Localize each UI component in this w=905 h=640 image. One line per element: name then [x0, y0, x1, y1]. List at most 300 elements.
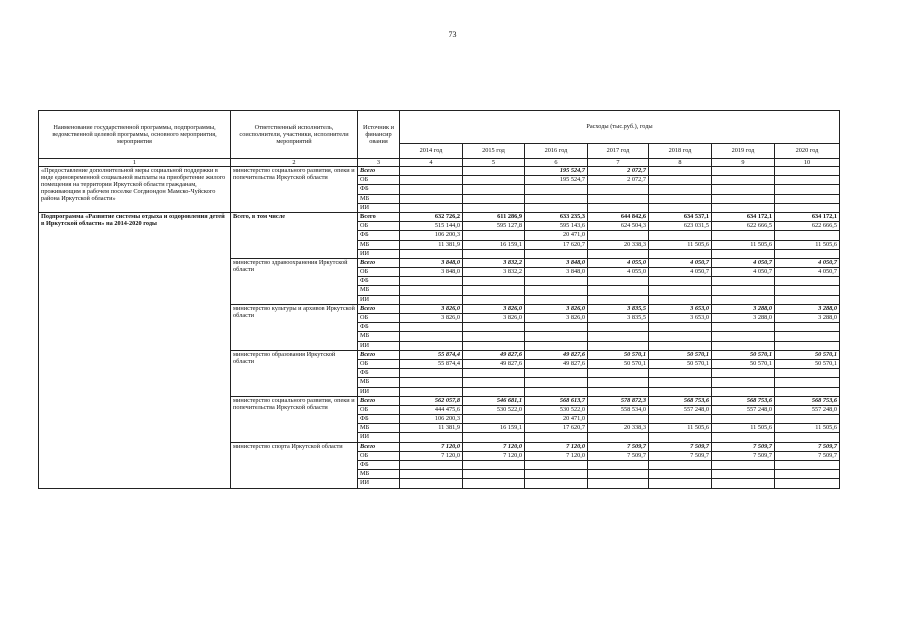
expense-value: 558 534,0 [588, 405, 649, 414]
expense-value: 562 057,8 [400, 396, 463, 405]
expense-value [463, 249, 525, 258]
expense-value: 4 050,7 [775, 268, 840, 277]
table-row [39, 167, 840, 176]
expense-value: 568 753,6 [712, 396, 775, 405]
expense-value [588, 203, 649, 212]
expense-value: 515 144,0 [400, 222, 463, 231]
expense-value [463, 341, 525, 350]
column-number: 6 [525, 159, 588, 167]
expense-value [649, 185, 712, 194]
expense-value [463, 369, 525, 378]
expense-value [775, 323, 840, 332]
expense-value: 11 505,6 [775, 424, 840, 433]
expense-value [712, 323, 775, 332]
expense-value [712, 415, 775, 424]
expense-value [525, 203, 588, 212]
expense-value [525, 369, 588, 378]
expense-value: 624 504,3 [588, 222, 649, 231]
expense-value [588, 415, 649, 424]
expense-value [775, 341, 840, 350]
expense-value: 444 475,6 [400, 405, 463, 414]
expense-value [463, 332, 525, 341]
expense-value: 3 288,0 [775, 314, 840, 323]
expense-value: 11 505,6 [649, 424, 712, 433]
expense-value: 11 381,9 [400, 424, 463, 433]
expense-value: 3 826,0 [400, 314, 463, 323]
expense-value: 3 835,5 [588, 304, 649, 313]
expense-value: 195 524,7 [525, 176, 588, 185]
header-source: Источник и финансир ования [358, 111, 400, 159]
funding-source: МБ [358, 286, 400, 295]
expense-value [463, 185, 525, 194]
expense-value: 7 120,0 [463, 442, 525, 451]
expense-value [775, 185, 840, 194]
expense-value: 7 509,7 [775, 451, 840, 460]
expense-value [775, 378, 840, 387]
expense-value [525, 249, 588, 258]
expense-value [775, 167, 840, 176]
expense-value [649, 369, 712, 378]
expense-value [463, 203, 525, 212]
expense-value [463, 470, 525, 479]
expense-value: 11 505,6 [649, 240, 712, 249]
expense-value [588, 387, 649, 396]
expense-value [649, 470, 712, 479]
funding-source: МБ [358, 194, 400, 203]
expense-value: 49 827,6 [525, 350, 588, 359]
expense-value [588, 369, 649, 378]
expense-value [588, 433, 649, 442]
expense-value [649, 378, 712, 387]
expense-value: 11 381,9 [400, 240, 463, 249]
expense-value [712, 176, 775, 185]
expense-value [712, 167, 775, 176]
expense-value [400, 286, 463, 295]
expense-value: 578 872,3 [588, 396, 649, 405]
column-number: 9 [712, 159, 775, 167]
expense-value [463, 387, 525, 396]
expense-value [525, 286, 588, 295]
header-year: 2016 год [525, 144, 588, 159]
header-year: 2014 год [400, 144, 463, 159]
expense-value [463, 176, 525, 185]
expense-value: 530 522,0 [525, 405, 588, 414]
funding-source: МБ [358, 332, 400, 341]
expense-value [463, 323, 525, 332]
expense-value [649, 415, 712, 424]
expense-value: 3 832,2 [463, 268, 525, 277]
expense-value: 49 827,6 [463, 350, 525, 359]
expense-value: 17 620,7 [525, 424, 588, 433]
expense-value: 106 200,3 [400, 231, 463, 240]
expense-value [775, 249, 840, 258]
expense-value [775, 415, 840, 424]
header-executor: Ответственный исполнитель, соисполнители, участники, исполнители мероприятий [231, 111, 358, 159]
expense-value: 622 666,5 [775, 222, 840, 231]
expense-value: 11 505,6 [712, 424, 775, 433]
expense-value: 3 832,2 [463, 258, 525, 267]
expense-value [400, 378, 463, 387]
expense-value: 106 200,3 [400, 415, 463, 424]
expense-value: 55 874,4 [400, 359, 463, 368]
expense-value [712, 433, 775, 442]
expense-value [400, 203, 463, 212]
expense-value [525, 461, 588, 470]
expense-value: 632 726,2 [400, 212, 463, 221]
expense-value: 557 248,0 [775, 405, 840, 414]
expense-value [775, 461, 840, 470]
funding-source: ИИ [358, 203, 400, 212]
expense-value [649, 286, 712, 295]
funding-source: ФБ [358, 277, 400, 286]
expense-value [525, 433, 588, 442]
expense-value: 4 050,7 [712, 258, 775, 267]
expense-value [525, 378, 588, 387]
expense-value [588, 194, 649, 203]
funding-source: ОБ [358, 222, 400, 231]
expense-value [463, 295, 525, 304]
expense-value [712, 185, 775, 194]
expense-value [525, 277, 588, 286]
expense-value: 3 826,0 [400, 304, 463, 313]
expense-value: 568 613,7 [525, 396, 588, 405]
expense-value [649, 461, 712, 470]
expense-value: 17 620,7 [525, 240, 588, 249]
header-year: 2017 год [588, 144, 649, 159]
funding-source: ФБ [358, 323, 400, 332]
expense-value: 557 248,0 [712, 405, 775, 414]
expense-value [649, 332, 712, 341]
expense-value: 7 120,0 [400, 442, 463, 451]
funding-source: МБ [358, 378, 400, 387]
expense-value [775, 479, 840, 488]
expense-value [400, 470, 463, 479]
expense-value [463, 415, 525, 424]
expense-value [463, 286, 525, 295]
expense-value [712, 369, 775, 378]
expense-value [649, 277, 712, 286]
expense-value [400, 295, 463, 304]
expense-value: 50 570,1 [649, 359, 712, 368]
funding-source: Всего [358, 442, 400, 451]
expense-value: 20 338,3 [588, 240, 649, 249]
expense-value [649, 176, 712, 185]
expense-value [400, 176, 463, 185]
executor-name: министерство здравоохранения Иркутской области [231, 258, 358, 304]
expense-value [400, 185, 463, 194]
expense-value [712, 194, 775, 203]
expense-value: 644 842,6 [588, 212, 649, 221]
expense-value [525, 470, 588, 479]
funding-source: МБ [358, 424, 400, 433]
funding-source: Всего [358, 304, 400, 313]
expense-value [712, 295, 775, 304]
expense-value: 49 827,6 [463, 359, 525, 368]
expense-value [712, 341, 775, 350]
funding-source: Всего [358, 167, 400, 176]
funding-source: ОБ [358, 314, 400, 323]
expense-value [775, 433, 840, 442]
expense-value [712, 332, 775, 341]
funding-source: Всего [358, 350, 400, 359]
expense-value [775, 286, 840, 295]
expense-value: 3 826,0 [525, 314, 588, 323]
expense-value [775, 194, 840, 203]
funding-source: МБ [358, 240, 400, 249]
expense-value: 50 570,1 [649, 350, 712, 359]
program-name: Подпрограмма «Развитие системы отдыха и оздоровления детей в Иркутской области» на 2014-2020 годы [39, 212, 231, 488]
expense-value: 633 235,3 [525, 212, 588, 221]
expense-value: 568 753,6 [775, 396, 840, 405]
expense-value: 4 050,7 [649, 268, 712, 277]
header-year: 2019 год [712, 144, 775, 159]
funding-source: ФБ [358, 415, 400, 424]
expense-value [400, 277, 463, 286]
expense-value [712, 286, 775, 295]
expense-value: 4 050,7 [775, 258, 840, 267]
expense-value [775, 176, 840, 185]
expense-value [525, 194, 588, 203]
expense-value [775, 203, 840, 212]
expense-value [649, 341, 712, 350]
table-row [39, 212, 840, 221]
expense-value: 3 826,0 [463, 314, 525, 323]
expense-value [712, 470, 775, 479]
funding-source: ОБ [358, 176, 400, 185]
funding-source: ИИ [358, 387, 400, 396]
funding-source: ИИ [358, 295, 400, 304]
expense-value: 3 288,0 [712, 304, 775, 313]
expense-value: 49 827,6 [525, 359, 588, 368]
expense-value: 3 835,5 [588, 314, 649, 323]
funding-source: МБ [358, 470, 400, 479]
expense-value [775, 387, 840, 396]
expense-value [400, 323, 463, 332]
expense-value [649, 231, 712, 240]
expense-value [463, 461, 525, 470]
expense-value [463, 231, 525, 240]
expense-value: 7 120,0 [525, 451, 588, 460]
expense-value: 7 509,7 [649, 442, 712, 451]
expense-value [649, 203, 712, 212]
expense-value: 7 509,7 [588, 442, 649, 451]
funding-source: ФБ [358, 461, 400, 470]
expense-value: 50 570,1 [588, 350, 649, 359]
expense-value [400, 249, 463, 258]
expense-value: 7 509,7 [775, 442, 840, 451]
expense-value: 50 570,1 [712, 359, 775, 368]
expense-value: 530 522,0 [463, 405, 525, 414]
expense-value: 50 570,1 [775, 350, 840, 359]
funding-source: ИИ [358, 249, 400, 258]
expense-value: 7 120,0 [400, 451, 463, 460]
expense-value: 20 338,3 [588, 424, 649, 433]
header-name: Наименование государственной программы, подпрограммы, ведомственной целевой программы, основного мероприятия, мероприятия [39, 111, 231, 159]
expense-value: 634 537,1 [649, 212, 712, 221]
expense-value [588, 479, 649, 488]
expense-value: 11 505,6 [712, 240, 775, 249]
expense-value [712, 277, 775, 286]
funding-source: ФБ [358, 231, 400, 240]
expense-value [400, 387, 463, 396]
expense-value [463, 277, 525, 286]
expense-value: 7 120,0 [525, 442, 588, 451]
executor-name: министерство социального развития, опеки и попечительства Иркутской области [231, 167, 358, 213]
expense-value: 546 681,1 [463, 396, 525, 405]
column-number: 5 [463, 159, 525, 167]
expense-value: 50 570,1 [775, 359, 840, 368]
expense-value [525, 185, 588, 194]
expense-value: 16 159,1 [463, 240, 525, 249]
expense-value [649, 249, 712, 258]
expense-value [712, 231, 775, 240]
funding-source: ОБ [358, 359, 400, 368]
expense-value [649, 479, 712, 488]
expense-value [712, 461, 775, 470]
expense-value [649, 433, 712, 442]
expense-value [400, 461, 463, 470]
expense-value [400, 433, 463, 442]
expense-value: 20 471,0 [525, 415, 588, 424]
expense-value [525, 387, 588, 396]
expense-value [775, 470, 840, 479]
expense-value: 7 120,0 [463, 451, 525, 460]
expense-value: 2 072,7 [588, 176, 649, 185]
expense-value: 3 826,0 [525, 304, 588, 313]
column-number: 3 [358, 159, 400, 167]
funding-source: ФБ [358, 185, 400, 194]
expense-value [775, 332, 840, 341]
expense-value: 623 031,5 [649, 222, 712, 231]
expense-value: 50 570,1 [588, 359, 649, 368]
expense-value: 7 509,7 [588, 451, 649, 460]
funding-source: ИИ [358, 433, 400, 442]
expense-value [400, 479, 463, 488]
expense-value: 3 848,0 [400, 258, 463, 267]
executor-name: министерство образования Иркутской области [231, 350, 358, 396]
expense-value: 16 159,1 [463, 424, 525, 433]
program-name: «Предоставление дополнительной меры социальной поддержки в виде единовременной социальной выплаты на приобретение жилого помещения на территории Иркутской области гражданам, проживающим в рабочем поселке Согдиондон Мамско-Чуйского района Иркутской области» [39, 167, 231, 213]
expense-value [525, 479, 588, 488]
expense-value [588, 286, 649, 295]
expense-value: 595 143,6 [525, 222, 588, 231]
funding-source: ОБ [358, 451, 400, 460]
expense-value: 4 050,7 [649, 258, 712, 267]
expense-value: 4 055,0 [588, 258, 649, 267]
header-year: 2020 год [775, 144, 840, 159]
expense-value [588, 378, 649, 387]
executor-name: министерство культуры и архивов Иркутской области [231, 304, 358, 350]
expense-value [588, 185, 649, 194]
expense-value: 4 050,7 [712, 268, 775, 277]
expense-value: 3 848,0 [400, 268, 463, 277]
expense-value: 3 653,0 [649, 304, 712, 313]
funding-source: Всего [358, 212, 400, 221]
expense-value [588, 461, 649, 470]
expense-value [463, 167, 525, 176]
expense-value [400, 332, 463, 341]
funding-source: ОБ [358, 405, 400, 414]
expense-value: 4 055,0 [588, 268, 649, 277]
column-number: 8 [649, 159, 712, 167]
expense-value: 3 288,0 [712, 314, 775, 323]
expense-value: 568 753,6 [649, 396, 712, 405]
column-number: 1 [39, 159, 231, 167]
expense-value [649, 295, 712, 304]
header-year: 2018 год [649, 144, 712, 159]
expense-value [712, 249, 775, 258]
expense-value [463, 378, 525, 387]
expense-value [712, 378, 775, 387]
column-number: 7 [588, 159, 649, 167]
expense-value [649, 387, 712, 396]
expense-value: 55 874,4 [400, 350, 463, 359]
executor-name: Всего, в том числе [231, 212, 358, 258]
page-number: 73 [448, 30, 457, 39]
expense-value: 11 505,6 [775, 240, 840, 249]
column-number: 10 [775, 159, 840, 167]
expense-value: 3 826,0 [463, 304, 525, 313]
expense-value: 3 288,0 [775, 304, 840, 313]
expense-value [649, 323, 712, 332]
expense-value [463, 479, 525, 488]
expense-value: 595 127,8 [463, 222, 525, 231]
expense-value: 7 509,7 [649, 451, 712, 460]
expense-value: 7 509,7 [712, 442, 775, 451]
expense-value: 634 172,1 [775, 212, 840, 221]
expense-value [588, 323, 649, 332]
expense-value [400, 167, 463, 176]
expense-value [588, 341, 649, 350]
expense-value [463, 433, 525, 442]
funding-source: ФБ [358, 369, 400, 378]
expense-value [712, 203, 775, 212]
header-expenses: Расходы (тыс.руб.), годы [400, 111, 840, 144]
expense-value [588, 277, 649, 286]
expense-value [588, 332, 649, 341]
expense-value: 195 524,7 [525, 167, 588, 176]
executor-name: министерство спорта Иркутской области [231, 442, 358, 488]
funding-source: ИИ [358, 341, 400, 350]
funding-source: Всего [358, 396, 400, 405]
expense-value [525, 341, 588, 350]
expense-value: 50 570,1 [712, 350, 775, 359]
expense-value [400, 369, 463, 378]
expense-value [525, 323, 588, 332]
funding-source: Всего [358, 258, 400, 267]
expense-value [525, 332, 588, 341]
expense-value [588, 249, 649, 258]
column-number: 2 [231, 159, 358, 167]
expense-value [712, 479, 775, 488]
expense-value [649, 167, 712, 176]
expense-value: 20 471,0 [525, 231, 588, 240]
expense-value [775, 295, 840, 304]
expense-value: 557 248,0 [649, 405, 712, 414]
expense-value: 3 848,0 [525, 268, 588, 277]
expense-value: 7 509,7 [712, 451, 775, 460]
expense-value [400, 341, 463, 350]
expense-value [588, 295, 649, 304]
expense-value [588, 231, 649, 240]
expense-value: 3 848,0 [525, 258, 588, 267]
expense-value [712, 387, 775, 396]
expense-value [525, 295, 588, 304]
expense-value: 3 653,0 [649, 314, 712, 323]
expense-value [775, 369, 840, 378]
expense-value: 622 666,5 [712, 222, 775, 231]
header-year: 2015 год [463, 144, 525, 159]
